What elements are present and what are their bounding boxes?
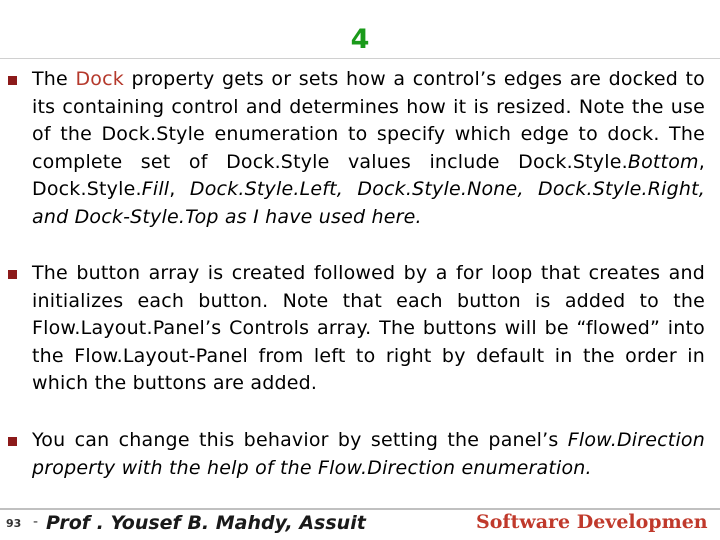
bullet-1-segment: Fill bbox=[141, 178, 170, 200]
bullet-1-segment: The bbox=[32, 68, 76, 90]
bullet-1 bbox=[32, 66, 705, 231]
bullet-marker-3 bbox=[8, 437, 17, 446]
bullet-3-segment: Flow.Direction property with the help of the Flow.Direction enumeration. bbox=[32, 429, 705, 479]
slide-title: 4 bbox=[350, 24, 370, 55]
title-divider bbox=[0, 58, 720, 59]
bullet-3 bbox=[32, 427, 705, 482]
bullet-1-segment: Bottom bbox=[627, 150, 699, 173]
footer-divider bbox=[0, 508, 720, 510]
bullet-1-segment: Dock bbox=[75, 68, 124, 90]
bullet-1-segment: , Dock.Style. bbox=[32, 150, 705, 200]
bullet-marker-1 bbox=[8, 76, 17, 85]
bullet-1-segment: property gets or sets how a control’s edges are docked to its containing control and determines how it is resized. Note the use of the Dock.Style enumeration to specify which edge to dock. The complete set of Dock.Style values include Dock.Style. bbox=[32, 68, 705, 173]
page-number: 93 bbox=[6, 517, 22, 530]
bullet-1-segment: , bbox=[169, 178, 190, 200]
bullet-1-segment: Dock.Style.Left, Dock.Style.None, Dock.Style.Right, and Dock-Style.Top as I have used here. bbox=[32, 178, 705, 228]
bullet-marker-2 bbox=[8, 270, 17, 279]
page-number-dash: - bbox=[33, 514, 39, 530]
author-credit: Prof . Yousef B. Mahdy, Assuit bbox=[46, 512, 366, 534]
bullet-2 bbox=[32, 260, 705, 398]
bullet-3-segment: You can change this behavior by setting the panel’s bbox=[32, 429, 568, 451]
bullet-2-segment: The button array is created followed by a for loop that creates and initializes each button. Note that each button is added to the Flow.Layout.Panel’s Controls array. The buttons will be “flowed” into the Flow.Layout-Panel from left to right by default in the order in which the buttons are added. bbox=[32, 262, 705, 394]
brand-wordmark: Software Developmen bbox=[476, 511, 708, 533]
